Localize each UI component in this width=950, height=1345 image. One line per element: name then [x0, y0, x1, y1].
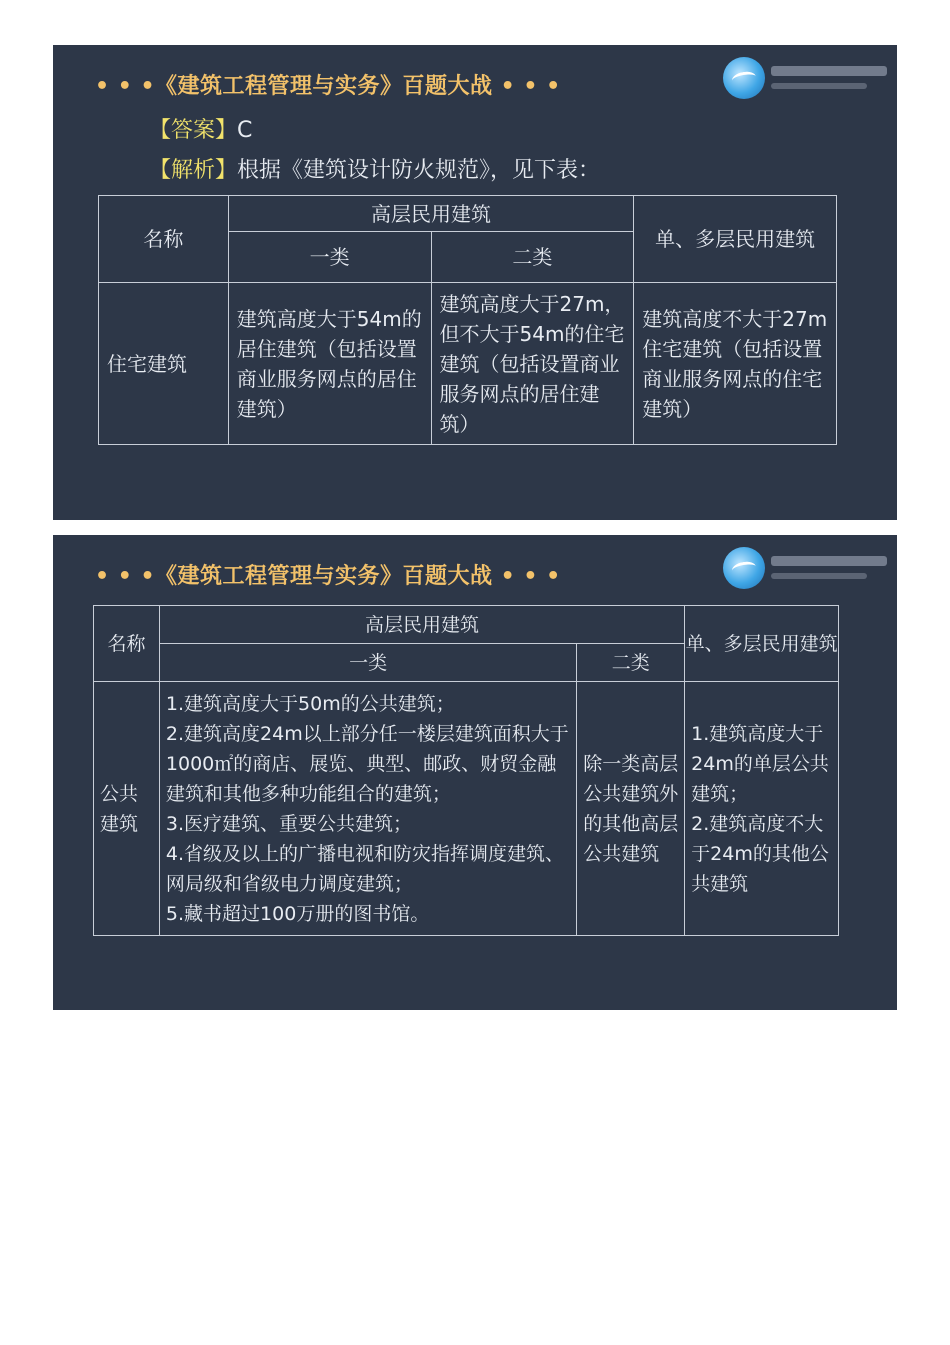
- analysis-text: 根据《建筑设计防火规范》，见下表：: [237, 158, 601, 183]
- slide-title: • • •《建筑工程管理与实务》百题大战 • • •: [95, 564, 561, 589]
- slide-title: • • •《建筑工程管理与实务》百题大战 • • •: [95, 74, 561, 99]
- class-1-item: 2.建筑高度24m以上部分任一楼层建筑面积大于1000㎡的商店、展览、典型、邮政、财贸金融建筑和其他多种功能组合的建筑；: [165, 722, 569, 805]
- header-class-2: 二类: [577, 644, 685, 682]
- cell-class-1: [159, 682, 576, 936]
- answer-tag: 【答案】: [149, 118, 238, 143]
- row-name-public: 公共建筑: [94, 682, 160, 936]
- cell-low-rise: [685, 682, 839, 936]
- analysis-line: [149, 153, 600, 184]
- logo-text-blurred: [771, 66, 887, 76]
- row-name-residential: 住宅建筑: [99, 283, 229, 445]
- header-class-2: 二类: [431, 232, 634, 283]
- classification-table-public: [93, 605, 839, 936]
- low-rise-item: 1.建筑高度大于24m的单层公共建筑；: [691, 722, 829, 805]
- classification-table-residential: [98, 195, 837, 445]
- answer-value: C: [237, 118, 253, 143]
- class-1-item: 1.建筑高度大于50m的公共建筑；: [165, 692, 455, 715]
- class-1-item: 5.藏书超过100万册的图书馆。: [165, 902, 430, 925]
- cell-low-rise: 建筑高度不大于27m住宅建筑（包括设置商业服务网点的住宅建筑）: [634, 283, 837, 445]
- answer-line: [149, 113, 252, 144]
- cell-class-1: 建筑高度大于54m的居住建筑（包括设置商业服务网点的居住建筑）: [228, 283, 431, 445]
- logo-subtext-blurred: [771, 573, 867, 579]
- header-class-1: 一类: [228, 232, 431, 283]
- header-name: 名称: [94, 606, 160, 682]
- class-1-item: 4.省级及以上的广播电视和防灾指挥调度建筑、网局级和省级电力调度建筑；: [165, 842, 565, 895]
- header-low-rise: 单、多层民用建筑: [685, 606, 839, 682]
- logo-text-blurred: [771, 556, 887, 566]
- logo-subtext-blurred: [771, 83, 867, 89]
- logo-icon: [723, 547, 765, 589]
- slide-2: [53, 535, 897, 1010]
- brand-logo: [723, 57, 893, 101]
- class-1-item: 3.医疗建筑、重要公共建筑；: [165, 812, 413, 835]
- slide-1: [53, 45, 897, 520]
- cell-class-2: 除一类高层公共建筑外的其他高层公共建筑: [577, 682, 685, 936]
- header-high-rise: 高层民用建筑: [228, 196, 633, 232]
- logo-icon: [723, 57, 765, 99]
- header-class-1: 一类: [159, 644, 576, 682]
- brand-logo: [723, 547, 893, 591]
- analysis-tag: 【解析】: [149, 158, 238, 183]
- header-high-rise: 高层民用建筑: [159, 606, 684, 644]
- header-name: 名称: [99, 196, 229, 283]
- header-low-rise: 单、多层民用建筑: [634, 196, 837, 283]
- low-rise-item: 2.建筑高度不大于24m的其他公共建筑: [691, 812, 829, 895]
- cell-class-2: 建筑高度大于27m，但不大于54m的住宅建筑（包括设置商业服务网点的居住建筑）: [431, 283, 634, 445]
